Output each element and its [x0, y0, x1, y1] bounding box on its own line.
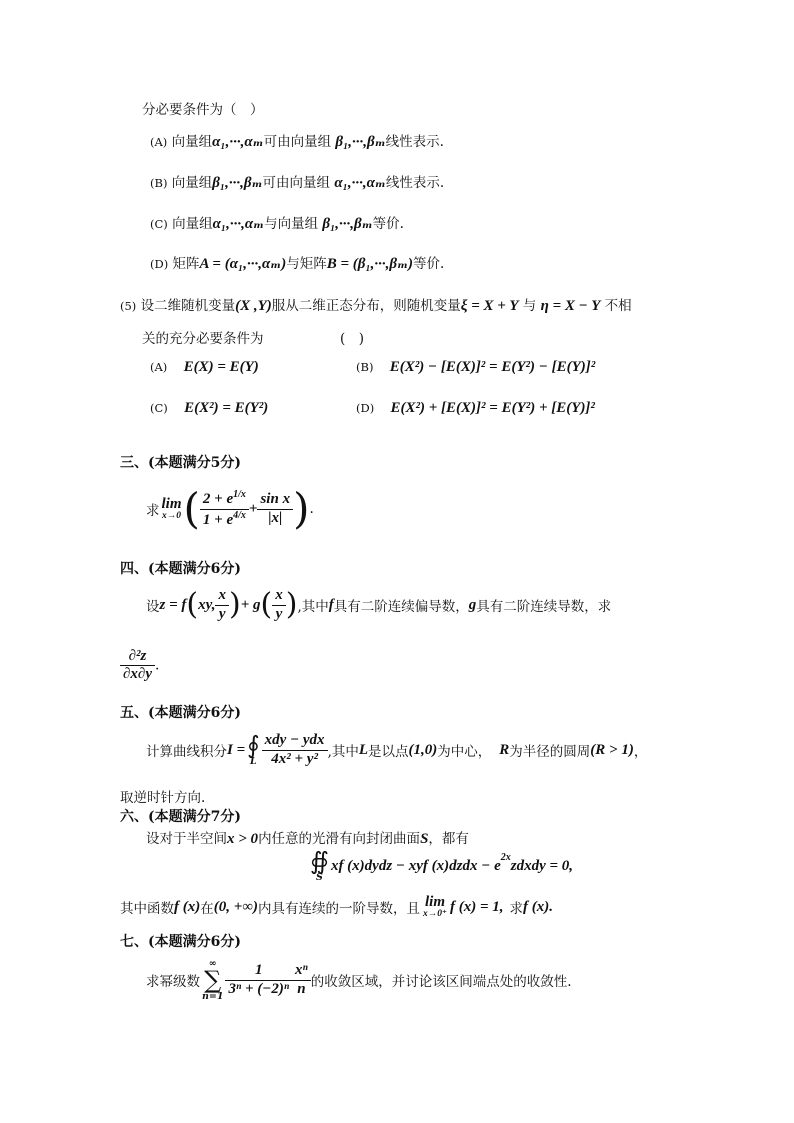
fraction-sin: $\frac{\text{sin x}}{|x|}$ [257, 491, 293, 527]
q5-line2: 关的充分必要条件为 [142, 331, 264, 347]
right-paren: ) [293, 484, 310, 533]
integrand-fraction: $\frac{\text{xdy − ydx}}{\text{4x² + y²}}$ [262, 732, 328, 768]
q5-option-a: (A) E(X) = E(Y) [150, 359, 259, 375]
limit-operator: lim x→0⁺ [422, 893, 447, 919]
q5-option-b: (B) E(X²) − [E(X)]² = E(Y²) − [E(Y)]² [356, 359, 596, 375]
left-paren: ( [183, 484, 200, 533]
option-label: (C) [150, 217, 168, 231]
fraction-coefficient: $\frac{1}{\text{3ⁿ + (−2)ⁿ}}$ [225, 962, 292, 998]
section-5-heading: 五、(本题满分6分) [120, 705, 241, 721]
fraction-x-over-y: $\frac{x}{y}$ [215, 587, 229, 623]
section-4-heading: 四、(本题满分6分) [120, 561, 241, 577]
surface-integral: ∯ S [310, 847, 329, 884]
fraction-x-over-y-2: $\frac{x}{y}$ [272, 587, 286, 623]
q5-option-c: (C) E(X²) = E(Y²) [150, 400, 269, 416]
q4-option-b: (B) 向量组β₁,···,βₘ可由向量组 α₁,···,αₘ线性表示. [150, 175, 445, 191]
section-5-line2: 取逆时针方向. [120, 790, 206, 806]
section-7-heading: 七、(本题满分6分) [120, 934, 241, 950]
question-number: (5) [120, 299, 137, 313]
section-6-line1: 设对于半空间x > 0内任意的光滑有向封闭曲面S，都有 [146, 831, 469, 847]
section-6-line3: 其中函数 f (x) 在 (0, +∞) 内具有连续的一阶导数，且 lim x→0⁺ f (x) = 1, 求 f (x). [120, 893, 554, 919]
limit-operator: lim x→0 [161, 495, 182, 521]
q4-option-d: (D) 矩阵A = (α₁,···,αₘ)与矩阵B = (β₁,···,βₘ)等价. [150, 256, 445, 272]
fraction-exp: $\frac{2 + e^{1/x}}{1 + e^{4/x}}$ [200, 489, 249, 529]
section-6-heading: 六、(本题满分7分) [120, 809, 241, 825]
summation: ∞ ∑ n=1 [202, 957, 224, 1002]
option-label: (B) [150, 176, 168, 190]
contour-integral: ∮ L [247, 731, 260, 768]
q4-option-a: (A) 向量组α₁,···,αₘ可由向量组 β₁,···,βₘ线性表示. [150, 134, 444, 150]
section-7-line: 求幂级数 ∞ ∑ n=1 $\frac{1}{\text{3ⁿ + (−2)ⁿ}}$ $\frac{\text{xⁿ}}{n}$ 的收敛区域，并讨论该区间端点处的收敛性. [146, 957, 572, 1002]
surface-integral-equation: ∯ S xf (x)dydz − xyf (x)dzdx − e $^{2x}$ zdxdy = 0, [310, 847, 574, 884]
fraction-power: $\frac{\text{xⁿ}}{n}$ [292, 962, 311, 998]
q5-option-d: (D) E(X²) + [E(X)]² = E(Y²) + [E(Y)]² [356, 400, 595, 416]
section-5-line: 计算曲线积分 I = ∮ L $\frac{\text{xdy − ydx}}{\text{4x² + y²}}$ ,其中 L 是以点 (1,0) 为中心， R 为半径的圆周 (R > 1) ， [146, 731, 648, 768]
option-label: (A) [150, 135, 168, 149]
answer-paren: ( ) [340, 331, 365, 347]
q4-option-c: (C) 向量组α₁,···,αₘ与向量组 β₁,···,βₘ等价. [150, 216, 404, 232]
option-label: (D) [150, 257, 169, 271]
q4-stem-tail: 分必要条件为（ ） [142, 102, 264, 118]
partial-derivative: $\frac{\text{∂²z}}{\partial x\partial y}$ . [120, 648, 159, 684]
section-3-heading: 三、(本题满分5分) [120, 455, 241, 471]
q5-line1: (5) 设二维随机变量(X ,Y)服从二维正态分布，则随机变量ξ = X + Y 与 η = X − Y 不相 [120, 298, 632, 314]
section-3-formula: 求 lim x→0 ( $\frac{2 + e^{1/x}}{1 + e^{4/x}}$ + $\frac{\text{sin x}}{|x|}$ ) . [146, 484, 314, 533]
section-4-line: 设 z = f ( xy, $\frac{x}{y}$ ) + g ( $\frac{x}{y}$ ) ,其中 f 具有二阶连续偏导数， g 具有二阶连续导数，求 [146, 587, 612, 622]
